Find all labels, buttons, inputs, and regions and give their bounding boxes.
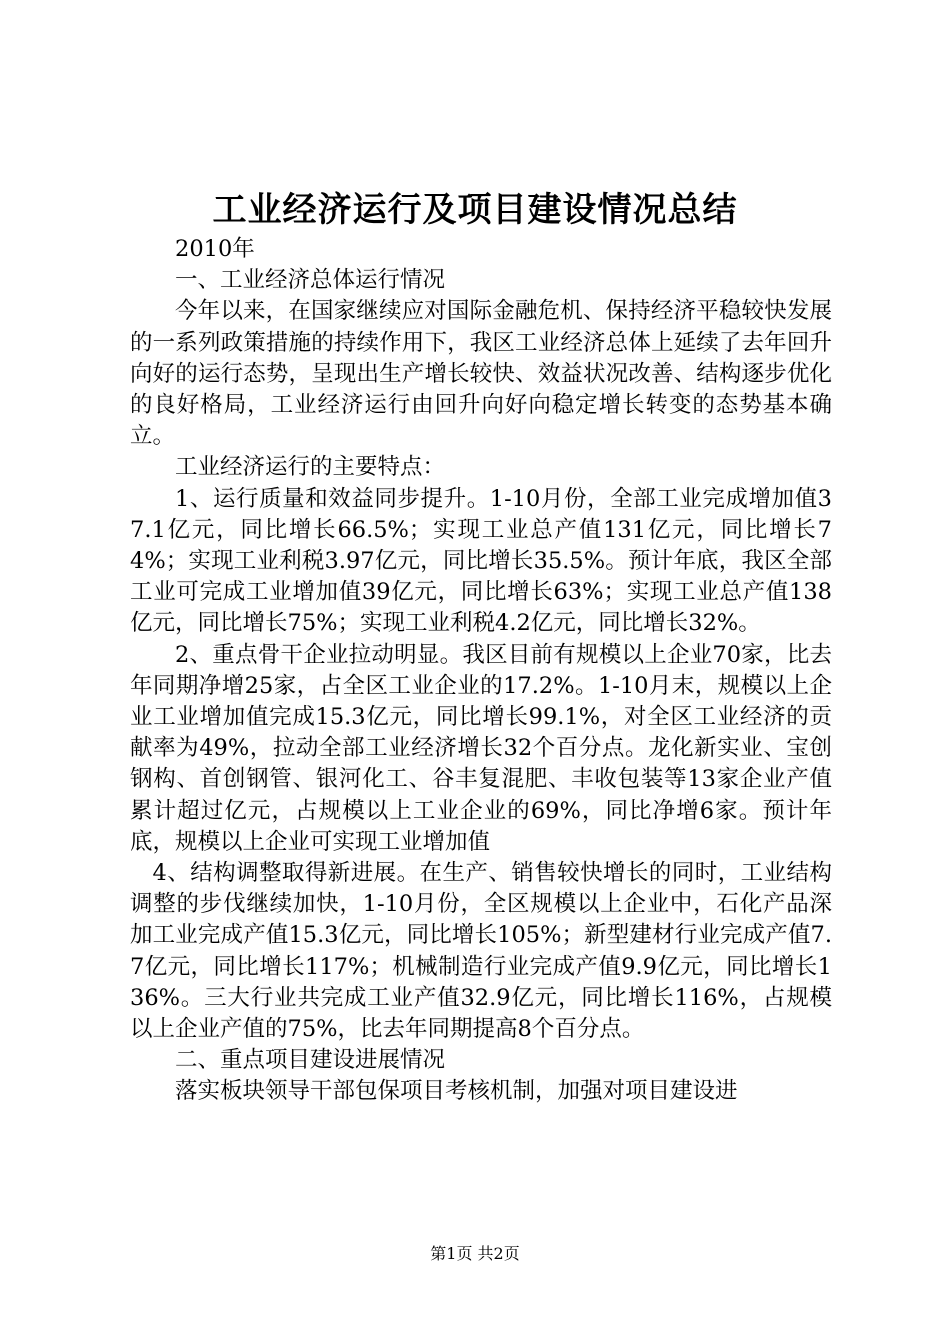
- section-heading-1: 一、工业经济总体运行情况: [175, 267, 446, 294]
- paragraph-point-2: 2、重点骨干企业拉动明显。我区目前有规模以上企业70家，比去年同期净增25家，占全区工业企业的17.2%。1-10月末，规模以上企业工业增加值完成15.3亿元，同比增长99.1%，对全区工业经济的贡献率为49%，拉动全部工业经济增长32个百分点。龙化新实业、宝创钢构、首创钢管、银河化工、谷丰复混肥、丰收包装等13家企业产值累计超过亿元，占规模以上工业企业的69%，同比净增6家。预计年底，规模以上企业可实现工业增加值: [130, 641, 832, 855]
- section-heading-2: 二、重点项目建设进展情况: [175, 1047, 446, 1074]
- paragraph-point-4: 4、结构调整取得新进展。在生产、销售较快增长的同时，工业结构调整的步伐继续加快，1-10月份，全区规模以上企业中，石化产品深加工业完成产值15.3亿元，同比增长105%；新型建材行业完成产值7.7亿元，同比增长117%；机械制造行业完成产值9.9亿元，同比增长136%。三大行业共完成工业产值32.9亿元，同比增长116%，占规模以上企业产值的75%，比去年同期提高8个百分点。: [130, 860, 832, 1043]
- paragraph-overview: 今年以来，在国家继续应对国际金融危机、保持经济平稳较快发展的一系列政策措施的持续作用下，我区工业经济总体上延续了去年回升向好的运行态势，呈现出生产增长较快、效益状况改善、结构逐步优化的良好格局，工业经济运行由回升向好向稳定增长转变的态势基本确立。: [130, 298, 832, 450]
- paragraph-year: 2010年: [175, 236, 255, 262]
- document-body: [130, 234, 832, 1108]
- document-title: 工业经济运行及项目建设情况总结: [212, 190, 738, 230]
- paragraph-point-1: 1、运行质量和效益同步提升。1-10月份，全部工业完成增加值37.1亿元，同比增长66.5%；实现工业总产值131亿元，同比增长74%；实现工业利税3.97亿元，同比增长35.5%。预计年底，我区全部工业可完成工业增加值39亿元，同比增长63%；实现工业总产值138亿元，同比增长75%；实现工业利税4.2亿元，同比增长32%。: [130, 485, 832, 637]
- paragraph-features-intro: 工业经济运行的主要特点：: [175, 454, 446, 481]
- page-footer: 第1页 共2页: [430, 1244, 520, 1263]
- paragraph-projects: 落实板块领导干部包保项目考核机制，加强对项目建设进: [175, 1078, 738, 1105]
